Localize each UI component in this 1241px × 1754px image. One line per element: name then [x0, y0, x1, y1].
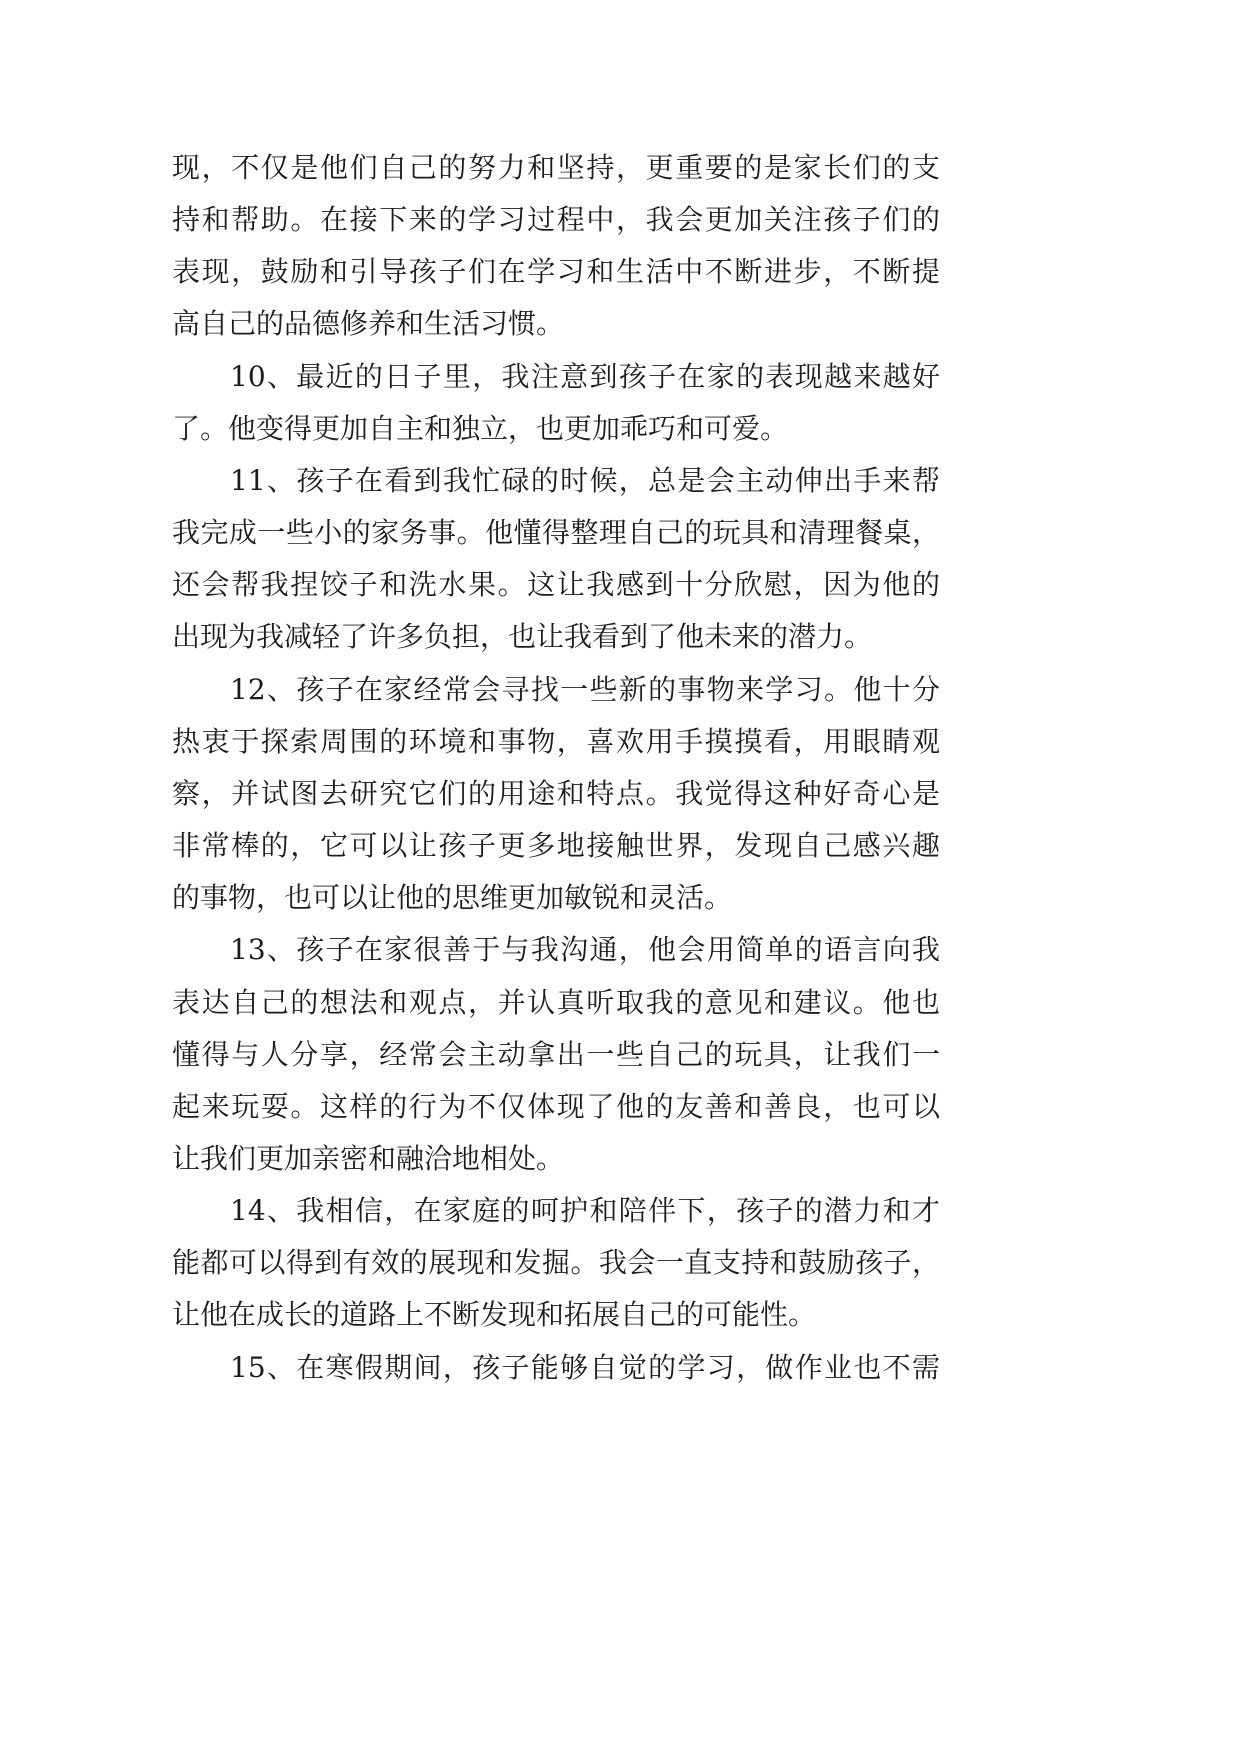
- text-line: 表达自己的想法和观点，并认真听取我的意见和建议。他也: [172, 985, 940, 1019]
- text-line: 察，并试图去研究它们的用途和特点。我觉得这种好奇心是: [172, 776, 940, 810]
- text-line: 懂得与人分享，经常会主动拿出一些自己的玩具，让我们一: [172, 1037, 940, 1071]
- text-line: 让他在成长的道路上不断发现和拓展自己的可能性。: [172, 1298, 817, 1332]
- text-line: 非常棒的，它可以让孩子更多地接触世界，发现自己感兴趣: [172, 829, 940, 863]
- text-line: 15、在寒假期间，孩子能够自觉的学习，做作业也不需: [230, 1350, 940, 1384]
- text-line: 出现为我减轻了许多负担，也让我看到了他未来的潜力。: [172, 620, 873, 654]
- text-line: 10、最近的日子里，我注意到孩子在家的表现越来越好: [230, 359, 940, 393]
- text-line: 能都可以得到有效的展现和发掘。我会一直支持和鼓励孩子，: [172, 1246, 940, 1280]
- text-line: 我完成一些小的家务事。他懂得整理自己的玩具和清理餐桌，: [172, 516, 940, 550]
- paragraph-12: [172, 664, 940, 925]
- paragraph-continued: [172, 142, 940, 351]
- document-body: [172, 142, 940, 1394]
- text-line: 高自己的品德修养和生活习惯。: [172, 307, 565, 341]
- text-line: 现，不仅是他们自己的努力和坚持，更重要的是家长们的支: [172, 151, 940, 184]
- text-line: 14、我相信，在家庭的呵护和陪伴下，孩子的潜力和才: [230, 1194, 940, 1228]
- text-line: 持和帮助。在接下来的学习过程中，我会更加关注孩子们的: [172, 203, 940, 237]
- paragraph-15: [172, 1342, 940, 1394]
- text-line: 表现，鼓励和引导孩子们在学习和生活中不断进步，不断提: [172, 255, 940, 289]
- text-line: 12、孩子在家经常会寻找一些新的事物来学习。他十分: [230, 672, 940, 706]
- text-line: 起来玩耍。这样的行为不仅体现了他的友善和善良，也可以: [172, 1089, 940, 1123]
- text-line: 11、孩子在看到我忙碌的时候，总是会主动伸出手来帮: [230, 463, 940, 497]
- text-line: 了。他变得更加自主和独立，也更加乖巧和可爱。: [172, 411, 789, 445]
- text-line: 让我们更加亲密和融洽地相处。: [172, 1141, 565, 1175]
- text-line: 还会帮我捏饺子和洗水果。这让我感到十分欣慰，因为他的: [172, 568, 940, 602]
- paragraph-13: [172, 924, 940, 1185]
- paragraph-10: [172, 351, 940, 455]
- text-line: 13、孩子在家很善于与我沟通，他会用简单的语言向我: [230, 933, 940, 967]
- paragraph-14: [172, 1185, 940, 1341]
- text-line: 的事物，也可以让他的思维更加敏锐和灵活。: [172, 881, 733, 915]
- text-line: 热衷于探索周围的环境和事物，喜欢用手摸摸看，用眼睛观: [172, 724, 940, 758]
- paragraph-11: [172, 455, 940, 664]
